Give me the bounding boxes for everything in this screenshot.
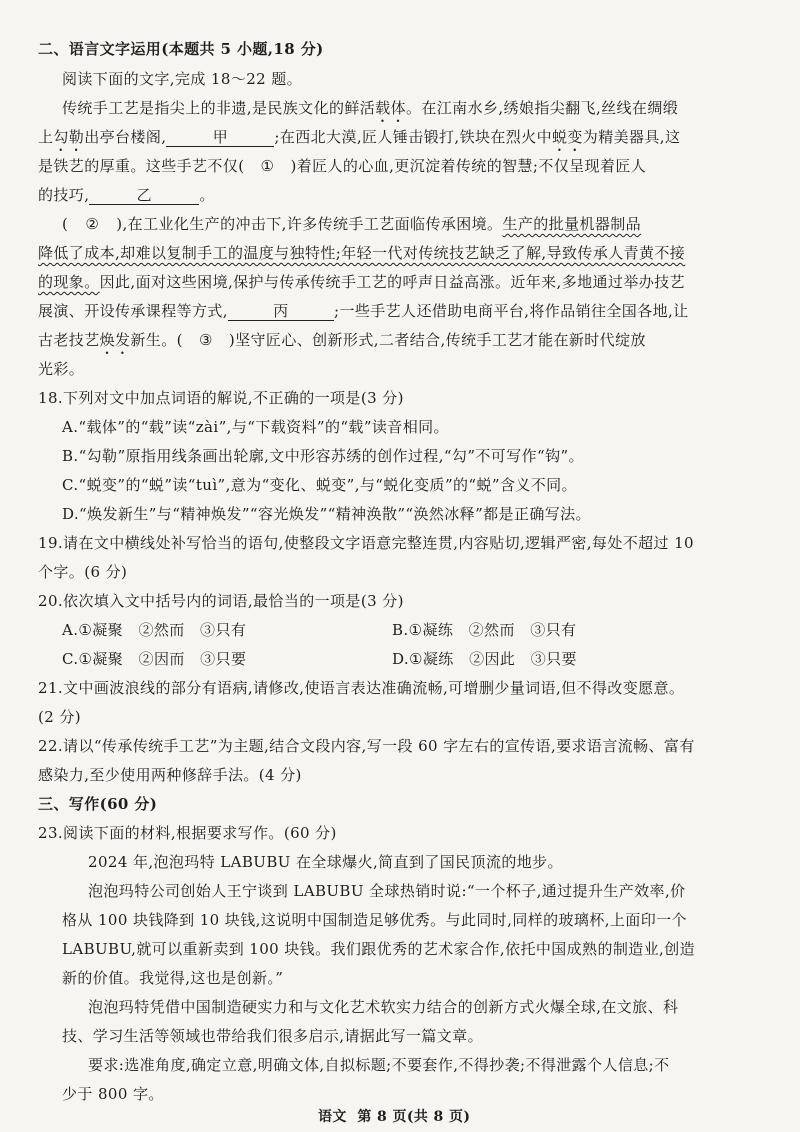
- question-21-stem-cont: (2 分): [38, 708, 82, 726]
- material-paragraph: LABUBU,就可以重新卖到 100 块钱。我们跟优秀的艺术家合作,依托中国成熟的制造业,创造: [62, 940, 696, 958]
- question-20-stem: 20.依次填入文中括号内的词语,最恰当的一项是(3 分): [38, 592, 404, 610]
- q20-option-c: C.①凝聚 ②因而 ③只要: [62, 650, 247, 668]
- dotted-word: 焕发: [99, 331, 131, 349]
- material-paragraph: 2024 年,泡泡玛特 LABUBU 在全球爆火,简直到了国民顶流的地步。: [88, 853, 563, 871]
- material-paragraph: 格从 100 块钱降到 10 块钱,这说明中国制造足够优秀。与此同时,同样的玻璃杯,上面印一个: [62, 911, 687, 929]
- material-paragraph: 技、学习生活等领域也带给我们很多启示,请据此写一篇文章。: [62, 1027, 483, 1045]
- dotted-word: 勾勒: [53, 128, 85, 146]
- q20-option-a: A.①凝聚 ②然而 ③只有: [62, 621, 247, 639]
- q18-option-c: C.“蜕变”的“蜕”读“tuì”,意为“变化、蜕变”,与“蜕化变质”的“蜕”含义不同。: [62, 476, 577, 494]
- footer-page-number: 第 8 页(共 8 页): [357, 1109, 471, 1125]
- section-heading: 三、写作(60 分): [38, 795, 158, 813]
- passage-line: 上勾勒出亭台楼阁, 甲 ;在西北大漠,匠人锤击锻打,铁块在烈火中蜕变为精美器具,这: [38, 128, 681, 146]
- page-footer: [318, 1106, 470, 1128]
- question-18-stem: 18.下列对文中加点词语的解说,不正确的一项是(3 分): [38, 389, 404, 407]
- section-heading: 二、语言文字运用(本题共 5 小题,18 分): [38, 40, 324, 58]
- passage-line: ( ② ),在工业化生产的冲击下,许多传统手工艺面临传承困境。生产的批量机器制品: [62, 215, 642, 233]
- question-21-stem: 21.文中画波浪线的部分有语病,请修改,使语言表达准确流畅,可增删少量词语,但不得改变愿意。: [38, 679, 685, 697]
- bracket-mark-3: ③: [198, 331, 213, 349]
- question-22-stem: 22.请以“传承传统手工艺”为主题,结合文段内容,写一段 60 字左右的宣传语,要求语言流畅、富有: [38, 737, 695, 755]
- passage-line: 光彩。: [38, 360, 85, 378]
- question-19-stem-cont: 个字。(6 分): [38, 563, 128, 581]
- material-paragraph: 泡泡玛特凭借中国制造硬实力和与文化艺术软实力结合的创新方式火爆全球,在文旅、科: [88, 998, 679, 1016]
- blank-yi: 乙: [89, 186, 199, 205]
- q18-option-d: D.“焕发新生”与“精神焕发”“容光焕发”“精神涣散”“涣然冰释”都是正确写法。: [62, 505, 591, 523]
- passage-line: 古老技艺焕发新生。( ③ )坚守匠心、创新形式,二者结合,传统手工艺才能在新时代绽放: [38, 331, 646, 349]
- dotted-word: 载体: [375, 99, 406, 117]
- passage-line: 的技巧, 乙 。: [38, 186, 215, 204]
- q20-option-d: D.①凝练 ②因此 ③只要: [392, 650, 577, 668]
- question-23-stem: 23.阅读下面的材料,根据要求写作。(60 分): [38, 824, 337, 842]
- bracket-mark-1: ①: [260, 157, 275, 175]
- footer-subject: 语文: [318, 1109, 347, 1125]
- material-paragraph: 泡泡玛特公司创始人王宁谈到 LABUBU 全球热销时说:“一个杯子,通过提升生产效率,价: [88, 882, 686, 900]
- bracket-mark-2: ②: [85, 215, 100, 233]
- passage-line: 传统手工艺是指尖上的非遗,是民族文化的鲜活载体。在江南水乡,绣娘指尖翻飞,丝线在绸缎: [62, 99, 679, 117]
- blank-jia: 甲: [166, 128, 274, 147]
- writing-requirements: 要求:选准角度,确定立意,明确文体,自拟标题;不要套作,不得抄袭;不得泄露个人信息;不: [88, 1056, 670, 1074]
- q18-option-a: A.“载体”的“载”读“zài”,与“下载资料”的“载”读音相同。: [62, 418, 449, 436]
- wavy-underlined-text: 降低了成本,却难以复制手工的温度与独特性;年轻一代对传统技艺缺乏了解,导致传承人青黄不接: [38, 244, 686, 262]
- passage-intro: 阅读下面的文字,完成 18～22 题。: [62, 70, 303, 88]
- wavy-underlined-text: 生产的批量机器制品: [502, 215, 642, 233]
- passage-line: 是铁艺的厚重。这些手艺不仅( ① )着匠人的心血,更沉淀着传统的智慧;不仅呈现着匠人: [38, 157, 647, 175]
- blank-bing: 丙: [228, 302, 334, 321]
- q20-option-b: B.①凝练 ②然而 ③只有: [392, 621, 577, 639]
- passage-line: 展演、开设传承课程等方式, 丙 ;一些手艺人还借助电商平台,将作品销往全国各地,让: [38, 302, 689, 320]
- q18-option-b: B.“勾勒”原指用线条画出轮廓,文中形容苏绣的创作过程,“勾”不可写作“钩”。: [62, 447, 584, 465]
- wavy-underlined-text: 的现象。: [38, 273, 100, 291]
- dotted-word: 蜕变: [551, 128, 583, 146]
- question-19-stem: 19.请在文中横线处补写恰当的语句,使整段文字语意完整连贯,内容贴切,逻辑严密,每处不超过 10: [38, 534, 694, 552]
- writing-requirements: 少于 800 字。: [62, 1085, 164, 1103]
- question-22-stem-cont: 感染力,至少使用两种修辞手法。(4 分): [38, 766, 302, 784]
- material-paragraph: 新的价值。我觉得,这也是创新。”: [62, 969, 284, 987]
- passage-line: 的现象。因此,面对这些困境,保护与传承传统手工艺的呼声日益高涨。近年来,多地通过举办技艺: [38, 273, 685, 291]
